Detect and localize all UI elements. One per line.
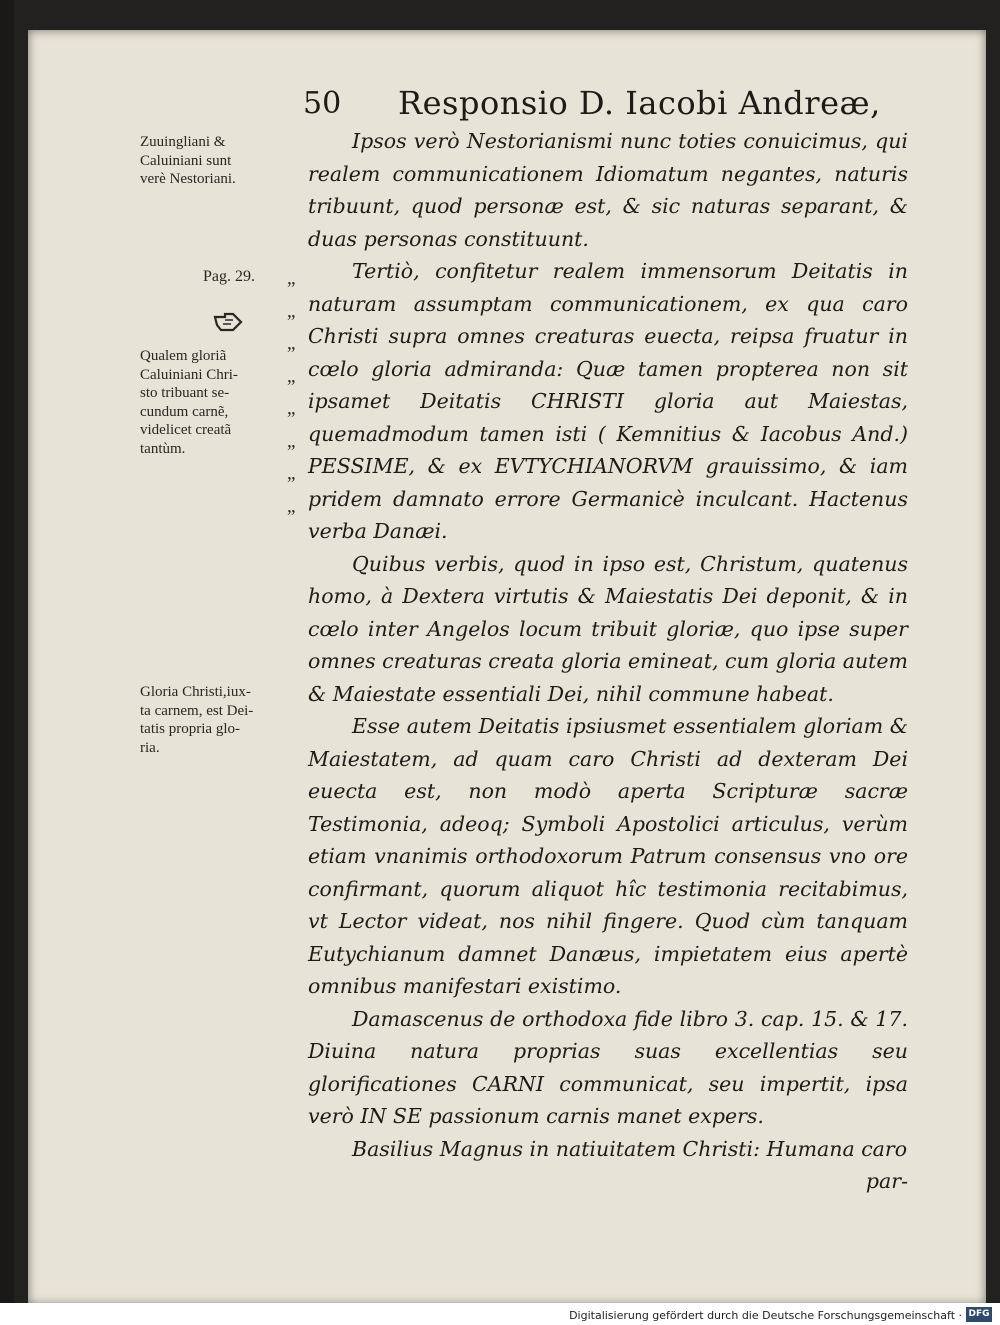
quote-mark: „	[287, 268, 296, 289]
quote-mark: „	[287, 365, 296, 387]
quote-mark: „	[287, 463, 296, 484]
quote-mark: „	[287, 495, 296, 517]
quotation-marks-column	[287, 263, 295, 523]
paragraph-nestoriani: Ipsos verò Nestorianismi nunc toties conuicimus, qui realem communicationem Idiomatum negantes, naturis tribuunt, quod personæ est, & sic naturas separant, & duas personas constituunt.	[308, 129, 908, 251]
quote-mark: „	[287, 333, 296, 354]
paragraph-damascenus: Damascenus de orthodoxa fide libro 3. cap. 15. & 17. Diuina natura proprias suas excellentias seu glorificationes CARNI communicat, seu impertit, ipsa verò IN SE passionum carnis manet expers.	[308, 1006, 908, 1128]
quote-mark: „	[287, 430, 296, 452]
scan-edge	[0, 0, 14, 1310]
footer-bar	[0, 1303, 1000, 1325]
paragraph-esse-autem: Esse autem Deitatis ipsiusmet essentialem gloriam & Maiestatem, ad quam caro Christi ad dexteram Dei euecta est, non modò aperta Scripturæ sacræ Testimonia, adeoq; Symboli Apostolici articulus, verùm etiam vnanimis orthodoxorum Patrum consensus vno ore confirmant, quorum aliquot hîc testimonia recitabimus, vt Lector videat, nos nihil fingere. Quod cùm tanquam Eutychianum damnet Danæus, impietatem eius apertè omnibus manifestari existimo.	[308, 714, 908, 998]
catchword: par-	[865, 1169, 908, 1193]
margin-note-nestoriani: Zuuingliani & Caluiniani sunt verè Nestoriani.	[140, 134, 236, 187]
paragraph-basilius: Basilius Magnus in natiuitatem Christi: Humana caro	[352, 1136, 908, 1161]
quote-mark: „	[287, 398, 296, 419]
margin-note-gloria-creata: Qualem gloriã Caluiniani Chri- sto tribuant se- cundum carnẽ, videlicet creatã tantùm.	[140, 348, 238, 457]
main-text-column	[308, 125, 908, 1198]
digitization-credit: Digitalisierung gefördert durch die Deutsche Forschungsgemeinschaft ·	[569, 1309, 962, 1322]
running-title: Responsio D. Iacobi Andreæ,	[398, 84, 881, 122]
dfg-logo: DFG	[966, 1307, 992, 1322]
pointing-hand-icon	[213, 311, 243, 333]
margin-note-gloria-christi: Gloria Christi,iux- ta carnem, est Dei- tatis propria glo- ria.	[140, 684, 254, 756]
paragraph-tertio: Tertiò, confitetur realem immensorum Deitatis in naturam assumptam communicationem, ex qua caro Christi supra omnes creaturas euecta, reipsa fruatur in cœlo gloria admiranda: Quæ tamen propterea non sit ipsamet Deitatis CHRISTI gloria aut Maiestas, quemadmodum tamen isti ( Kemnitius & Iacobus And.) PESSIME, & ex EVTYCHIANORVM grauissimo, & iam pridem damnato errore Germanicè inculcant. Hactenus verba Danæi.	[308, 259, 908, 543]
page-number: 50	[303, 86, 342, 121]
margin-page-reference: Pag. 29.	[203, 268, 255, 285]
quote-mark: „	[287, 300, 296, 322]
paragraph-quibus-verbis: Quibus verbis, quod in ipso est, Christum, quatenus homo, à Dextera virtutis & Maiestatis Dei deponit, & in cœlo inter Angelos locum tribuit gloriæ, quo ipse super omnes creaturas creata gloria emineat, cum gloria autem & Maiestate essentiali Dei, nihil commune habeat.	[308, 551, 908, 706]
